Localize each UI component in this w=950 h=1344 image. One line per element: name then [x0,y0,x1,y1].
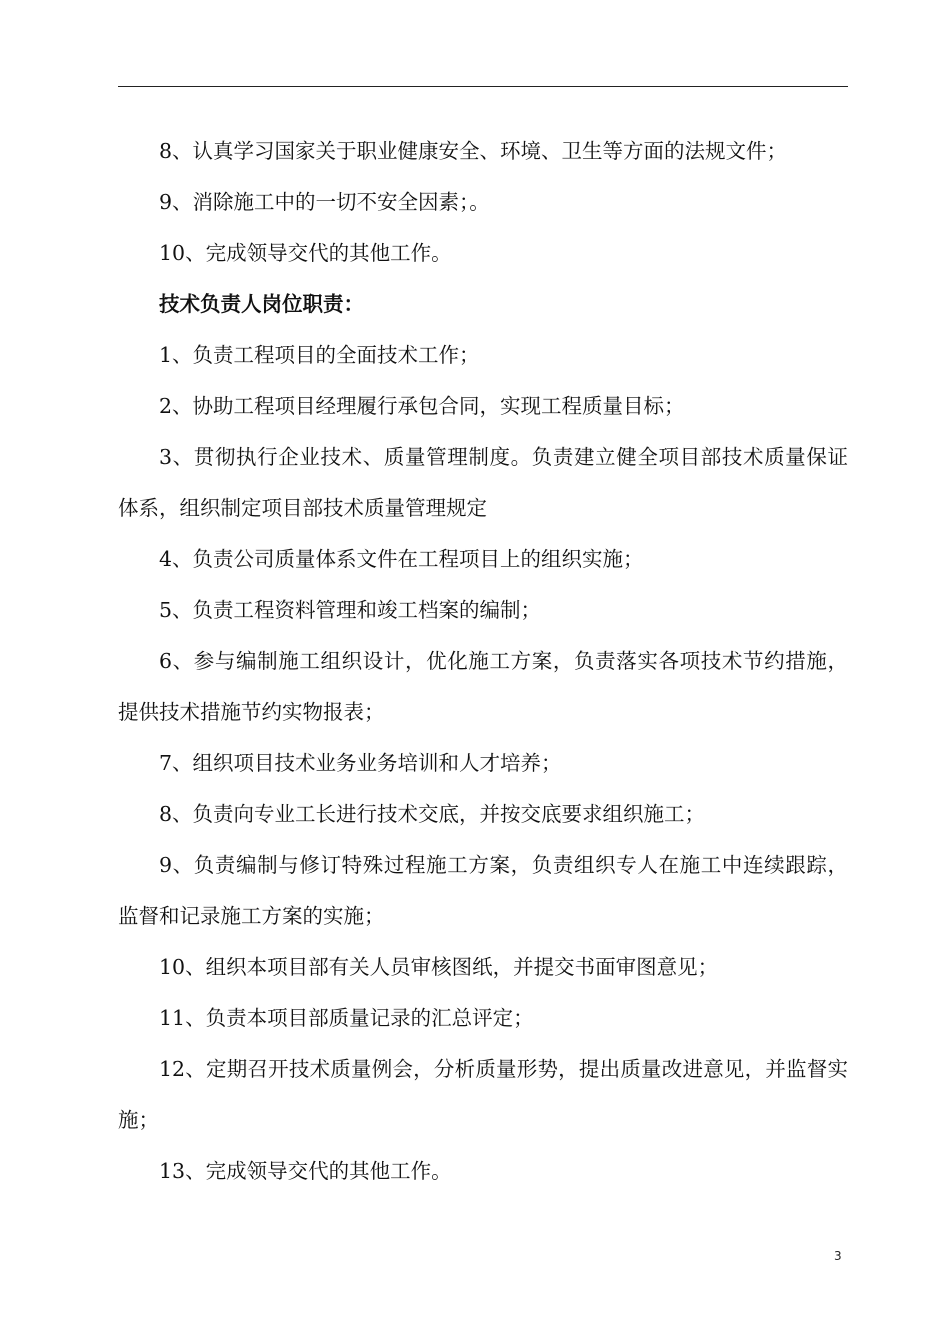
header-rule [118,86,848,87]
paragraph: 2、协助工程项目经理履行承包合同，实现工程质量目标； [159,394,685,418]
paragraph: 3、贯彻执行企业技术、质量管理制度。负责建立健全项目部技术质量保证体系，组织制定项目部技术质量管理规定 [118,445,848,520]
paragraph: 8、认真学习国家关于职业健康安全、环境、卫生等方面的法规文件； [159,139,788,163]
paragraph: 4、负责公司质量体系文件在工程项目上的组织实施； [159,547,644,571]
paragraph: 10、组织本项目部有关人员审核图纸，并提交书面审图意见； [159,955,719,979]
paragraph: 9、消除施工中的一切不安全因素；。 [159,190,490,214]
document-body [118,126,848,1197]
paragraph: 9、负责编制与修订特殊过程施工方案，负责组织专人在施工中连续跟踪，监督和记录施工方案的实施； [118,853,848,928]
paragraph: 11、负责本项目部质量记录的汇总评定； [159,1006,534,1030]
paragraph: 13、完成领导交代的其他工作。 [159,1159,452,1183]
paragraph: 7、组织项目技术业务业务培训和人才培养； [159,751,562,775]
paragraph: 12、定期召开技术质量例会，分析质量形势，提出质量改进意见，并监督实施； [118,1057,848,1132]
page-number: 3 [834,1249,842,1263]
section-heading: 技术负责人岗位职责： [159,292,364,316]
paragraph: 1、负责工程项目的全面技术工作； [159,343,480,367]
paragraph: 6、参与编制施工组织设计，优化施工方案，负责落实各项技术节约措施，提供技术措施节约实物报表； [118,649,848,724]
paragraph: 8、负责向专业工长进行技术交底，并按交底要求组织施工； [159,802,706,826]
paragraph: 5、负责工程资料管理和竣工档案的编制； [159,598,542,622]
paragraph: 10、完成领导交代的其他工作。 [159,241,452,265]
